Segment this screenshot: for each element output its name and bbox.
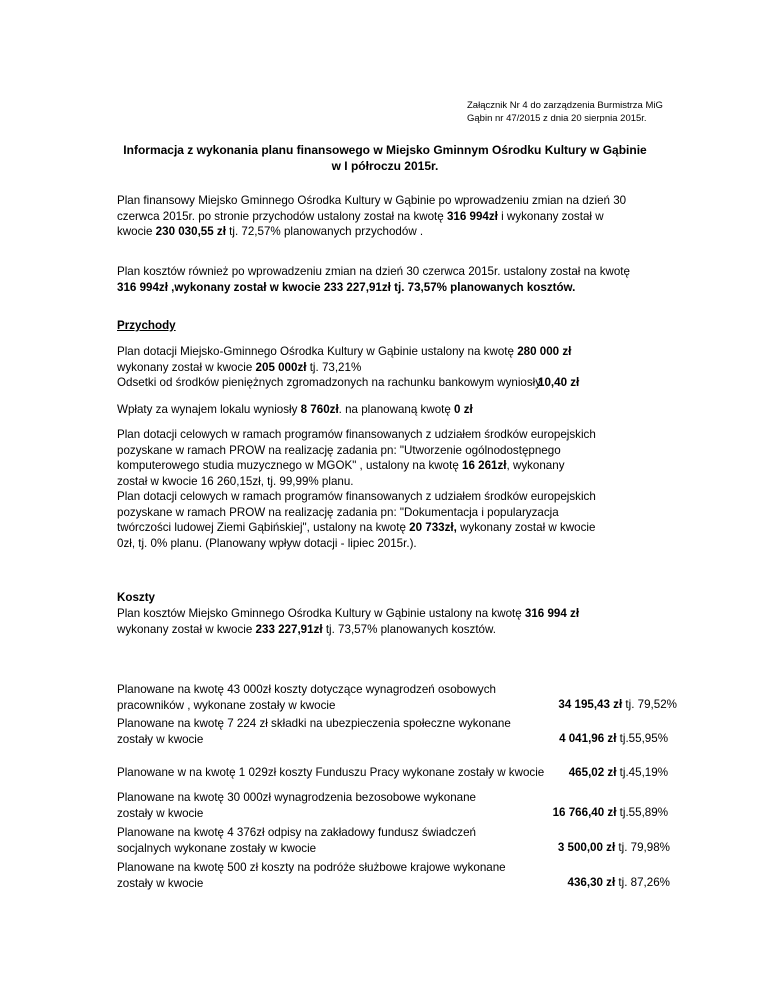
percentage: tj.45,19%: [616, 766, 668, 779]
cost-item: [117, 860, 670, 892]
amount: 436,30 zł: [567, 876, 616, 889]
text: i wykonany został w kwocie: [117, 209, 604, 238]
amount: 10,40 zł: [538, 376, 580, 389]
cost-item-desc: Planowane na kwotę 500 zł koszty na podróże służbowe krajowe wykonane zostały w kwocie: [117, 861, 506, 890]
text: wykonany został w kwocie: [117, 360, 256, 374]
cost-item: [117, 825, 670, 857]
cost-item-value: [558, 697, 677, 713]
cost-item-value: [559, 731, 668, 747]
amount: 205 000zł: [255, 360, 307, 374]
amount: 4 041,96 zł: [559, 732, 617, 745]
amount: 316 994zł ,wykonany został w kwocie 233 227,91zł tj. 73,57% planowanych kosztów.: [117, 280, 576, 294]
revenue-interest: [117, 375, 657, 391]
percentage: tj.55,95%: [616, 732, 668, 745]
revenue-prow-folk: [117, 489, 597, 551]
text: wykonany został w kwocie: [117, 622, 256, 636]
costs-plan: [117, 606, 677, 637]
cost-item-desc: Planowane na kwotę 30 000zł wynagrodzenia bezosobowe wykonane zostały w kwocie: [117, 791, 477, 820]
amount: 0 zł: [454, 403, 473, 416]
amount: 316 994 zł: [524, 607, 580, 620]
intro-paragraph-revenue: [117, 193, 637, 240]
text: . na planowaną kwotę: [338, 403, 455, 416]
cost-item-value: [569, 765, 668, 781]
annex-note: [467, 99, 747, 125]
amount: 465,02 zł: [568, 766, 617, 779]
cost-item-value: [568, 875, 671, 891]
amount: 16 766,40 zł: [552, 806, 617, 819]
cost-item-desc: Planowane na kwotę 7 224 zł składki na ubezpieczenia społeczne wykonane zostały w kwocie: [117, 717, 511, 746]
section-heading-costs: Koszty: [117, 591, 156, 604]
percentage: tj.55,89%: [616, 806, 668, 819]
text: tj. 72,57% planowanych przychodów .: [225, 225, 424, 238]
cost-item-value: [553, 805, 668, 821]
text: Odsetki od środków pieniężnych zgromadzonych na rachunku bankowym wyniosły: [117, 376, 542, 389]
text: Plan dotacji Miejsko-Gminnego Ośrodka Kultury w Gąbinie ustalony na kwotę: [117, 345, 518, 358]
section-heading-revenue: Przychody: [117, 319, 176, 332]
amount: 3 500,00 zł: [557, 841, 616, 854]
annex-note-line1: Załącznik Nr 4 do zarządzenia Burmistrza MiG: [467, 100, 663, 111]
amount: 230 030,55 zł: [155, 225, 226, 238]
document-title: [80, 142, 690, 174]
document-title-line1: Informacja z wykonania planu finansowego w Miejsko Gminnym Ośrodku Kultury w Gąbinie: [123, 143, 647, 157]
cost-item-desc: Planowane na kwotę 4 376zł odpisy na zakładowy fundusz świadczeń socjalnych wykonane zostały w kwocie: [117, 826, 476, 855]
cost-item: [117, 716, 668, 748]
amount: 280 000 zł: [517, 345, 572, 358]
cost-item-desc: Planowane w na kwotę 1 029zł koszty Funduszu Pracy wykonane zostały w kwocie: [117, 766, 545, 779]
revenue-prow-studio: [117, 427, 597, 489]
document-title-line2: w I półroczu 2015r.: [331, 159, 439, 173]
intro-paragraph-costs: [117, 264, 637, 295]
revenue-subsidy: [117, 344, 637, 375]
cost-item: [117, 790, 668, 822]
amount: 233 227,91zł: [255, 622, 323, 636]
text: Plan dotacji celowych w ramach programów finansowanych z udziałem środków europejskich pozyskane w ramach PROW na realizację zadania pn: "Utworzenie ogólnodostępnego komputerowego studia muzycznego w MGOK" , ustalony na kwotę: [117, 428, 596, 472]
cost-item: [117, 765, 668, 783]
text: Plan kosztów Miejsko Gminnego Ośrodka Kultury w Gąbinie ustalony na kwotę: [117, 607, 525, 620]
amount: 34 195,43 zł: [558, 698, 623, 711]
cost-item-desc: Planowane na kwotę 43 000zł koszty dotyczące wynagrodzeń osobowych pracowników , wykonane zostały w kwocie: [117, 683, 496, 712]
cost-item: [117, 682, 677, 714]
text: Wpłaty za wynajem lokalu wyniosły: [117, 403, 301, 416]
text: tj. 73,21%: [306, 360, 362, 374]
text: Plan dotacji celowych w ramach programów finansowanych z udziałem środków europejskich pozyskane w ramach PROW na realizację zadania pn: "Dokumentacja i popularyzacja twórczości ludowej Ziemi Gąbińskiej", ustalony na kwotę: [117, 490, 596, 534]
text: tj. 73,57% planowanych kosztów.: [322, 622, 496, 636]
amount: 316 994zł: [446, 209, 498, 223]
cost-item-value: [558, 840, 670, 856]
percentage: tj. 79,98%: [615, 841, 670, 854]
amount: 16 261zł: [462, 459, 507, 472]
text: wykonany został w kwocie 0zł, tj. 0% planu. (Planowany wpływ dotacji - lipiec 2015r.).: [117, 521, 596, 550]
text: Plan finansowy Miejsko Gminnego Ośrodka Kultury w Gąbinie po wprowadzeniu zmian na dzień 30 czerwca 2015r. po stronie przychodów ustalony został na kwotę: [117, 194, 627, 223]
percentage: tj. 79,52%: [622, 698, 677, 711]
annex-note-line2: Gąbin nr 47/2015 z dnia 20 sierpnia 2015r.: [467, 113, 647, 124]
text: Plan kosztów również po wprowadzeniu zmian na dzień 30 czerwca 2015r. ustalony został na kwotę: [117, 265, 630, 278]
text: , wykonany został w kwocie 16 260,15zł, tj. 99,99% planu.: [117, 459, 565, 488]
percentage: tj. 87,26%: [615, 876, 670, 889]
amount: 20 733zł,: [409, 521, 457, 534]
amount: 8 760zł: [300, 403, 339, 416]
revenue-rental: [117, 402, 637, 418]
